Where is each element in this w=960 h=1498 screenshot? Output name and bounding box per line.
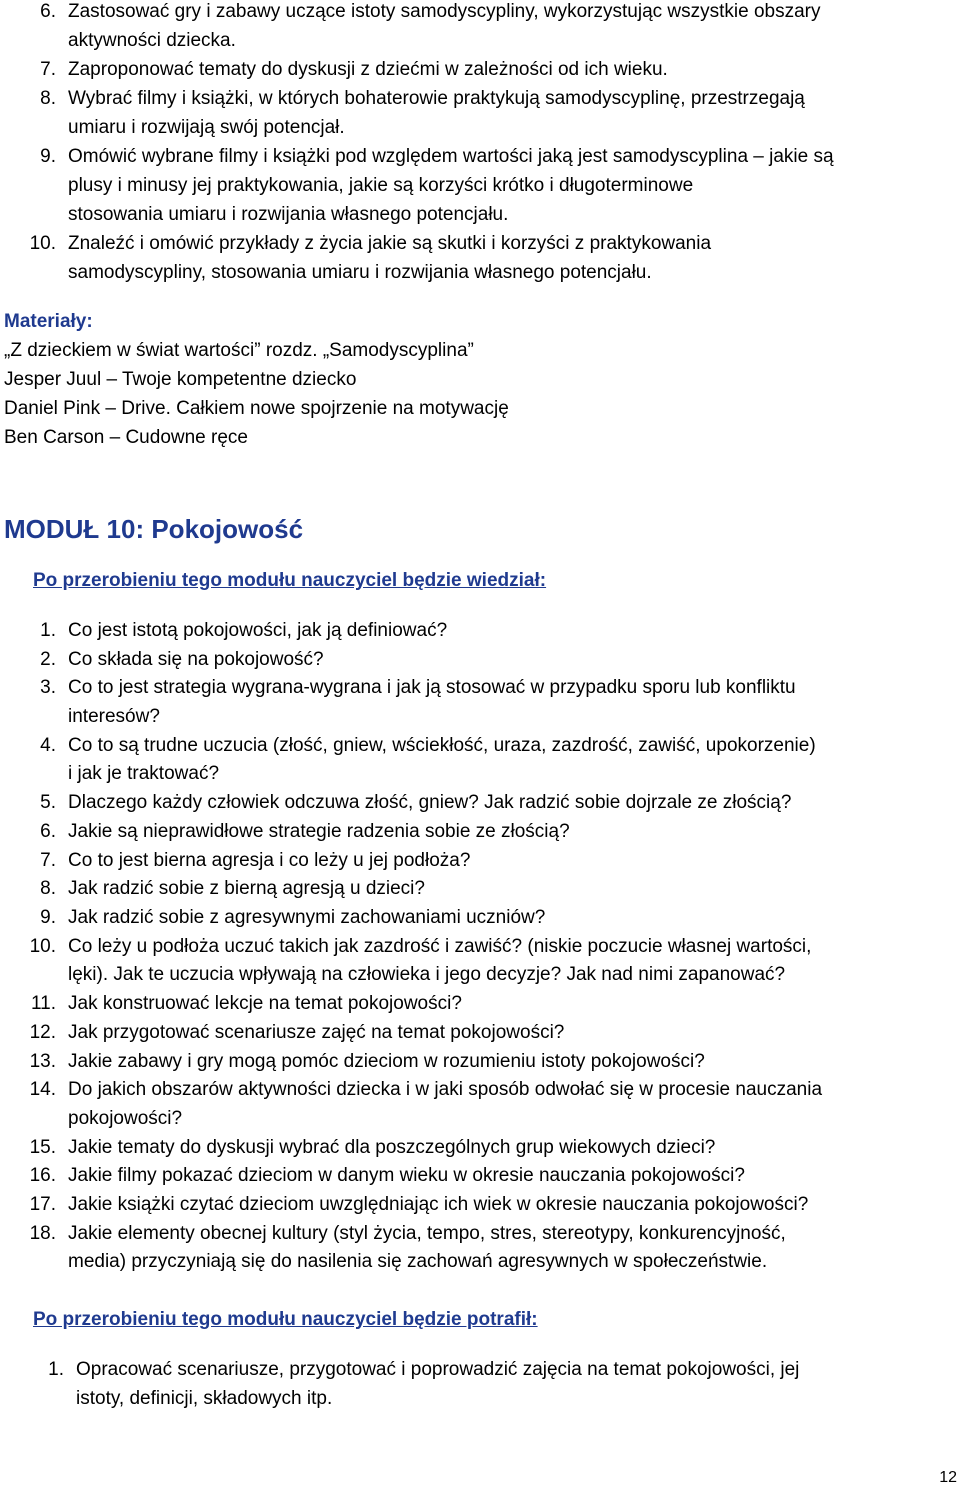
list-item-text: Zaproponować tematy do dyskusji z dziećmi w zależności od ich wieku. [68,59,668,80]
list-item [0,142,960,229]
material-item: Jesper Juul – Twoje kompetentne dziecko [4,369,357,390]
list-item-text: Jakie tematy do dyskusji wybrać dla poszczególnych grup wiekowych dzieci? [68,1136,716,1158]
list-item [0,1075,960,1132]
list-item-text: pokojowości? [68,1107,183,1129]
list-item [0,903,960,932]
list-item-text: Co to są trudne uczucia (złość, gniew, wściekłość, uraza, zazdrość, zawiść, upokorzenie) [68,734,816,756]
list-item-text: Jak przygotować scenariusze zajęć na temat pokojowości? [68,1021,565,1043]
list-item [0,1018,960,1047]
list-item-number: 4. [40,734,56,756]
list-item-text: stosowania umiaru i rozwijania własnego potencjału. [68,204,509,225]
list-item [0,846,960,875]
page-number: 12 [939,1469,957,1486]
list-item-text: Jak radzić sobie z agresywnymi zachowaniami uczniów? [68,907,546,928]
list-item [0,1047,960,1076]
list-item-number: 1. [40,620,56,641]
material-item: Daniel Pink – Drive. Całkiem nowe spojrzenie na motywację [4,398,509,419]
list-item-text: media) przyczyniają się do nasilenia się zachowań agresywnych w społeczeństwie. [68,1251,768,1273]
list-item-text: Opracować scenariusze, przygotować i poprowadzić zajęcia na temat pokojowości, jej [76,1359,800,1380]
list-item-number: 7. [40,849,56,871]
list-item-text: Jakie są nieprawidłowe strategie radzenia sobie ze złością? [68,820,570,842]
list-item-number: 2. [40,648,56,670]
list-item-text: i jak je traktować? [68,763,220,785]
list-item-number: 6. [40,1,56,22]
list-item-text: interesów? [68,706,160,728]
list-item [0,0,960,55]
list-item-number: 1. [48,1359,64,1380]
list-item-number: 9. [40,146,56,167]
list-item-text: Dlaczego każdy człowiek odczuwa złość, gniew? Jak radzić sobie dojrzale ze złością? [68,792,792,814]
list-item-number: 10. [29,233,56,254]
list-item-text: plusy i minusy jej praktykowania, jakie są korzyści krótko i długoterminowe [68,175,694,196]
list-item [0,55,960,84]
knowledge-heading: Po przerobieniu tego modułu nauczyciel będzie wiedział: [33,570,547,591]
list-item-number: 9. [40,907,56,928]
list-item-text: Co to jest bierna agresja i co leży u jej podłoża? [68,849,471,871]
list-item [0,1190,960,1219]
list-item [0,932,960,989]
list-item [0,229,960,287]
list-item-number: 16. [29,1165,56,1187]
list-item-text: Wybrać filmy i książki, w których bohaterowie praktykują samodyscyplinę, przestrzegają [68,88,805,109]
list-item-text: samodyscypliny, stosowania umiaru i rozwijania własnego potencjału. [68,262,652,283]
list-item-text: Omówić wybrane filmy i książki pod względem wartości jaką jest samodyscyplina – jakie są [68,146,834,167]
list-item-number: 12. [29,1021,56,1043]
list-item [0,731,960,788]
list-item-number: 8. [40,878,56,900]
list-item-number: 18. [29,1222,56,1244]
material-item: „Z dzieckiem w świat wartości” rozdz. „Samodyscyplina” [4,340,474,361]
list-item [0,1355,960,1413]
list-item-text: Jakie książki czytać dzieciom uwzględniając ich wiek w okresie nauczania pokojowości? [68,1194,809,1215]
list-item-text: Zastosować gry i zabawy uczące istoty samodyscypliny, wykorzystując wszystkie obszary [68,1,821,22]
materials-heading: Materiały: [4,311,93,332]
list-item [0,1161,960,1190]
list-item-text: lęki). Jak te uczucia wpływają na człowieka i jego decyzje? Jak nad nimi zapanować? [68,964,786,986]
list-item [0,817,960,846]
list-item-number: 5. [40,792,56,814]
skills-heading: Po przerobieniu tego modułu nauczyciel będzie potrafił: [33,1309,538,1330]
list-item-number: 13. [29,1050,56,1072]
list-item-text: Jakie elementy obecnej kultury (styl życia, tempo, stres, stereotypy, konkurencyjność, [68,1222,786,1244]
list-item-number: 8. [40,88,56,109]
list-item-number: 11. [30,993,56,1015]
list-item-number: 3. [40,677,56,699]
list-item [0,788,960,817]
list-item-text: Co składa się na pokojowość? [68,648,324,670]
list-item-number: 14. [29,1079,56,1101]
list-item [0,1219,960,1276]
list-item [0,673,960,730]
list-item-text: Jakie zabawy i gry mogą pomóc dzieciom w rozumieniu istoty pokojowości? [68,1050,705,1072]
list-item-text: umiaru i rozwijają swój potencjał. [68,117,345,138]
list-item-text: Znaleźć i omówić przykłady z życia jakie są skutki i korzyści z praktykowania [68,233,712,254]
list-item [0,84,960,142]
list-item-number: 15. [29,1136,56,1158]
list-item-text: Co jest istotą pokojowości, jak ją definiować? [68,620,448,641]
list-item-number: 7. [40,59,56,80]
list-item-text: istoty, definicji, składowych itp. [76,1388,333,1409]
list-item-number: 10. [29,935,56,957]
list-item-text: Co leży u podłoża uczuć takich jak zazdrość i zawiść? (niskie poczucie własnej wartości, [68,935,812,957]
list-item-text: Jak radzić sobie z bierną agresją u dzieci? [68,878,425,900]
list-item [0,616,960,645]
list-item [0,989,960,1018]
list-item-text: Do jakich obszarów aktywności dziecka i w jaki sposób odwołać się w procesie nauczania [68,1079,823,1101]
list-item-number: 6. [40,820,56,842]
list-item-number: 17. [29,1194,56,1215]
list-item-text: aktywności dziecka. [68,30,236,51]
list-item-text: Jak konstruować lekcje na temat pokojowości? [68,993,462,1015]
list-item-text: Jakie filmy pokazać dzieciom w danym wieku w okresie nauczania pokojowości? [68,1165,745,1187]
material-item: Ben Carson – Cudowne ręce [4,427,248,448]
list-item [0,1133,960,1162]
module-title: MODUŁ 10: Pokojowość [4,514,304,544]
list-item [0,874,960,903]
list-item-text: Co to jest strategia wygrana-wygrana i jak ją stosować w przypadku sporu lub konfliktu [68,677,796,699]
list-item [0,645,960,674]
